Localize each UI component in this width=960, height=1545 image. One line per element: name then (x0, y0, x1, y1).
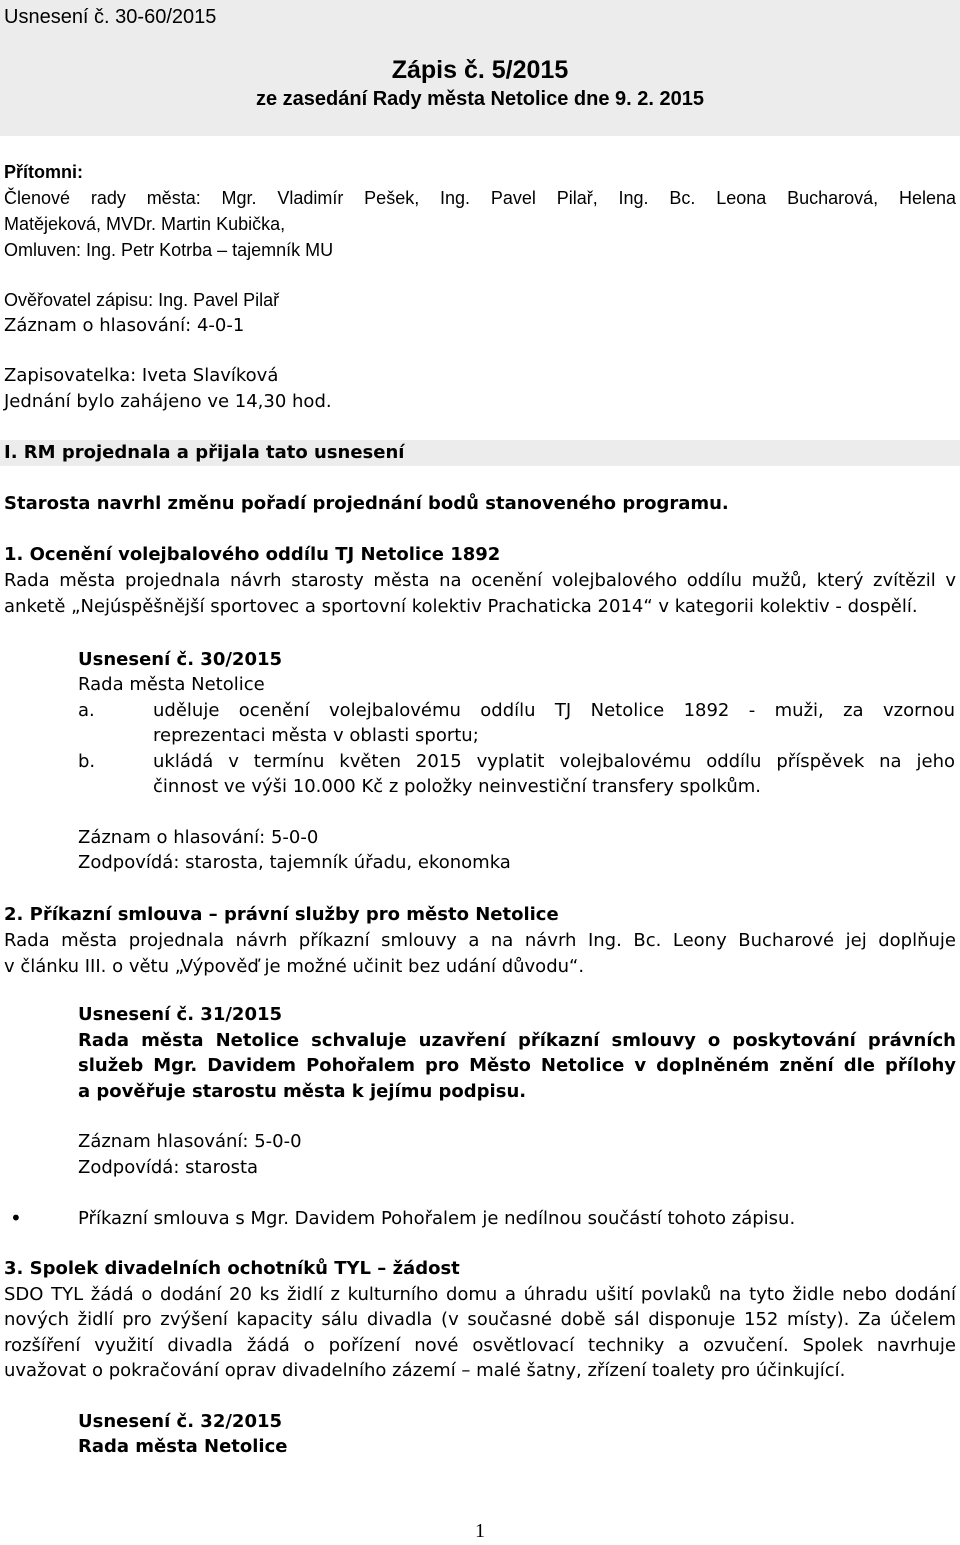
item-2-vote: Záznam hlasování: 5-0-0 (78, 1131, 302, 1152)
item-1-heading: 1. Ocenění volejbalového oddílu TJ Netolice 1892 (4, 544, 501, 565)
item-2-resolution-text-line-2: služeb Mgr. Davidem Pohořalem pro Město Netolice v doplněném znění dle přílohy (78, 1055, 956, 1076)
item-3-resolution: Usnesení č. 32/2015 (78, 1411, 283, 1432)
item-1-body-line-2: anketě „Nejúspěšnější sportovec a sportovní kolektiv Prachaticka 2014“ v kategorii kolektiv - dospělí. (4, 596, 918, 617)
item-2-resolution: Usnesení č. 31/2015 (78, 1004, 283, 1025)
item-2-heading: 2. Příkazní smlouva – právní služby pro město Netolice (4, 904, 559, 925)
item-1-point-b-line-1: ukládá v termínu květen 2015 vyplatit volejbalovému oddílu příspěvek na jeho (153, 751, 955, 772)
item-1-point-b-letter: b. (78, 751, 96, 772)
document-title: Zápis č. 5/2015 (391, 56, 569, 84)
bullet-icon: • (10, 1206, 22, 1230)
verifier-line: Ověřovatel zápisu: Ing. Pavel Pilař (4, 290, 280, 310)
item-2-body-line-2: v článku III. o větu „Výpověď je možné učinit bez udání důvodu“. (4, 956, 585, 977)
item-2-body-line-1: Rada města projednala návrh příkazní smlouvy a na návrh Ing. Bc. Leony Bucharové jej doplňuje (4, 930, 956, 951)
members-line-2: Matějeková, MVDr. Martin Kubička, (4, 214, 286, 234)
excused-line: Omluven: Ing. Petr Kotrba – tajemník MU (4, 240, 334, 260)
recorder-line: Zapisovatelka: Iveta Slavíková (4, 365, 279, 386)
item-3-body-line-3: rozšíření využití divadla žádá o pořízení nové osvětlovací techniky a ozvučení. Spolek navrhuje (4, 1335, 956, 1356)
item-3-body-line-2: nových židlí pro zvýšení kapacity sálu divadla (v současné době sál disponuje 152 místy). Za účelem (4, 1309, 956, 1330)
item-1-responsible: Zodpovídá: starosta, tajemník úřadu, ekonomka (78, 852, 511, 873)
section-heading: I. RM projednala a přijala tato usnesení (4, 442, 405, 463)
item-1-point-a-line-2: reprezentaci města v oblasti sportu; (153, 725, 479, 746)
item-2-attachment: Příkazní smlouva s Mgr. Davidem Pohořalem je nedílnou součástí tohoto zápisu. (78, 1208, 796, 1229)
start-time-line: Jednání bylo zahájeno ve 14,30 hod. (4, 391, 332, 412)
item-2-responsible: Zodpovídá: starosta (78, 1157, 259, 1178)
item-1-point-b-line-2: činnost ve výši 10.000 Kč z položky neinvestiční transfery spolkům. (153, 776, 761, 797)
resolution-range: Usnesení č. 30-60/2015 (4, 6, 217, 28)
document-subtitle: ze zasedání Rady města Netolice dne 9. 2. 2015 (256, 88, 704, 110)
item-1-council: Rada města Netolice (78, 674, 265, 695)
item-3-council: Rada města Netolice (78, 1436, 288, 1457)
item-3-body-line-1: SDO TYL žádá o dodání 20 ks židlí z kulturního domu a úhradu ušití povlaků na tyto židle nebo dodání (4, 1284, 956, 1305)
item-3-heading: 3. Spolek divadelních ochotníků TYL – žádost (4, 1258, 460, 1279)
present-label: Přítomni: (4, 162, 83, 182)
item-1-resolution: Usnesení č. 30/2015 (78, 649, 283, 670)
members-line-1: Členové rady města: Mgr. Vladimír Pešek, Ing. Pavel Pilař, Ing. Bc. Leona Bucharová, Helena (4, 188, 956, 208)
item-1-point-a-line-1: uděluje ocenění volejbalovému oddílu TJ Netolice 1892 - muži, za vzornou (153, 700, 955, 721)
item-2-resolution-text-line-3: a pověřuje starostu města k jejímu podpisu. (78, 1081, 527, 1102)
item-1-body-line-1: Rada města projednala návrh starosty města na ocenění volejbalového oddílu mužů, který zvítězil v (4, 570, 956, 591)
agenda-note: Starosta navrhl změnu pořadí projednání bodů stanoveného programu. (4, 493, 729, 514)
vote-record-line: Záznam o hlasování: 4-0-1 (4, 315, 245, 336)
item-1-vote: Záznam o hlasování: 5-0-0 (78, 827, 319, 848)
page-number: 1 (475, 1520, 485, 1542)
item-1-point-a-letter: a. (78, 700, 95, 721)
item-3-body-line-4: uvažovat o pokračování oprav divadelního zázemí – malé šatny, zřízení toalety pro účinkující. (4, 1360, 846, 1381)
item-2-resolution-text-line-1: Rada města Netolice schvaluje uzavření příkazní smlouvy o poskytování právních (78, 1030, 956, 1051)
